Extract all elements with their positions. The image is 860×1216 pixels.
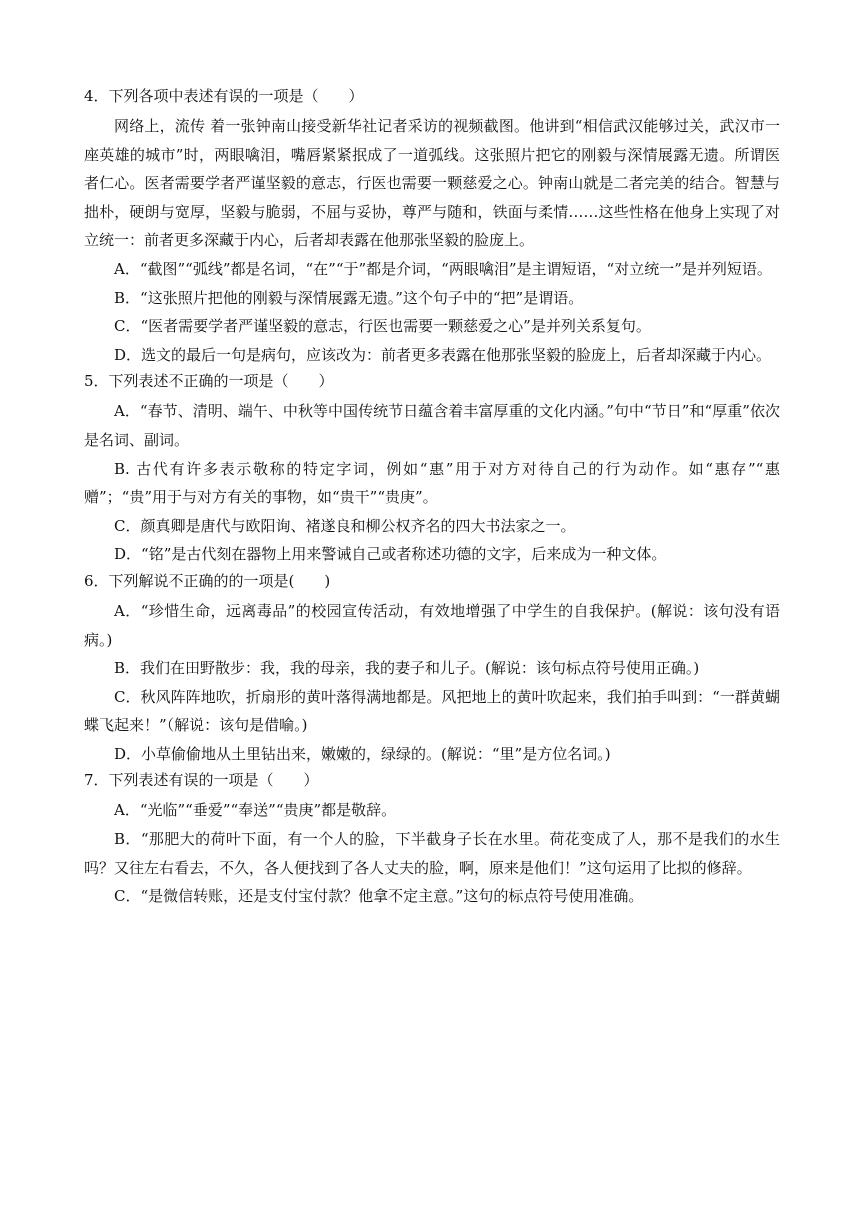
question-4-passage: 网络上，流传 着一张钟南山接受新华社记者采访的视频截图。他讲到“相信武汉能够过关，武汉市一座英雄的城市”时，两眼噙泪，嘴唇紧紧抿成了一道弧线。这张照片把它的刚毅与深情展露无遗。所谓医者仁心。医者需要学者严谨坚毅的意志，行医也需要一颗慈爱之心。钟南山就是二者完美的结合。智慧与拙朴，硬朗与宽厚，坚毅与脆弱，不屈与妥协，尊严与随和，铁面与柔情……这些性格在他身上实现了对立统一：前者更多深藏于内心，后者却表露在他那张坚毅的脸庞上。: [84, 117, 780, 250]
question-6-option-d: D．小草偷偷地从土里钻出来，嫩嫩的，绿绿的。(解说：“里”是方位名词。): [114, 744, 611, 763]
question-7-option-a: A．“光临”“垂爱”“奉送”“贵庚”都是敬辞。: [114, 801, 397, 820]
question-7-option-c: C．“是微信转账，还是支付宝付款？他拿不定主意。”这句的标点符号使用准确。: [114, 887, 644, 906]
question-5-option-a: A．“春节、清明、端午、中秋等中国传统节日蕴含着丰富厚重的文化内涵。”句中“节日”和“厚重”依次是名词、副词。: [84, 402, 780, 449]
question-6-option-c: C．秋风阵阵地吹，折扇形的黄叶落得满地都是。风把地上的黄叶吹起来，我们拍手叫到：“一群黄蝴蝶飞起来！”（解说：该句是借喻。): [84, 687, 780, 735]
question-4-title: 4．下列各项中表述有误的一项是（ ）: [84, 87, 364, 105]
question-4-option-c: C．“医者需要学者严谨坚毅的意志，行医也需要一颗慈爱之心”是并列关系复句。: [114, 317, 651, 336]
question-4-option-d: D．选文的最后一句是病句，应该改为：前者更多表露在他那张坚毅的脸庞上，后者却深藏于内心。: [114, 345, 772, 364]
question-4-option-a: A．“截图”“弧线”都是名词，“在”“于”都是介词，“两眼噙泪”是主谓短语，“对立统一”是并列短语。: [114, 259, 772, 278]
question-5-option-b: B. 古代有许多表示敬称的特定字词，例如“惠”用于对方对待自己的行为动作。如“惠存”“惠赠”；“贵”用于与对方有关的事物，如“贵干”“贵庚”。: [84, 459, 780, 507]
question-6-title: 6．下列解说不正确的的一项是( ): [84, 571, 331, 590]
question-7-title: 7．下列表述有误的一项是（ ）: [84, 771, 319, 790]
question-6-option-b: B．我们在田野散步：我，我的母亲，我的妻子和儿子。(解说：该句标点符号使用正确。): [114, 659, 700, 678]
question-5-option-c: C．颜真卿是唐代与欧阳询、褚遂良和柳公权齐名的四大书法家之一。: [114, 516, 576, 535]
question-7-option-b: B．“那肥大的荷叶下面，有一个人的脸，下半截身子长在水里。荷花变成了人，那不是我们的水生吗？又往左右看去，不久，各人便找到了各人丈夫的脸，啊，原来是他们！”这句运用了比拟的修辞。: [84, 830, 780, 877]
question-5-title: 5．下列表述不正确的一项是（ ）: [84, 372, 334, 391]
question-4-option-b: B．“这张照片把他的刚毅与深情展露无遗。”这个句子中的“把”是谓语。: [114, 288, 584, 307]
question-6-option-a: A．“珍惜生命，远离毒品”的校园宣传活动，有效地增强了中学生的自我保护。(解说：该句没有语病。): [84, 601, 780, 649]
document-page: [84, 84, 780, 911]
question-5-option-d: D．“铭”是古代刻在器物上用来警诫自己或者称述功德的文字，后来成为一种文体。: [114, 545, 667, 564]
